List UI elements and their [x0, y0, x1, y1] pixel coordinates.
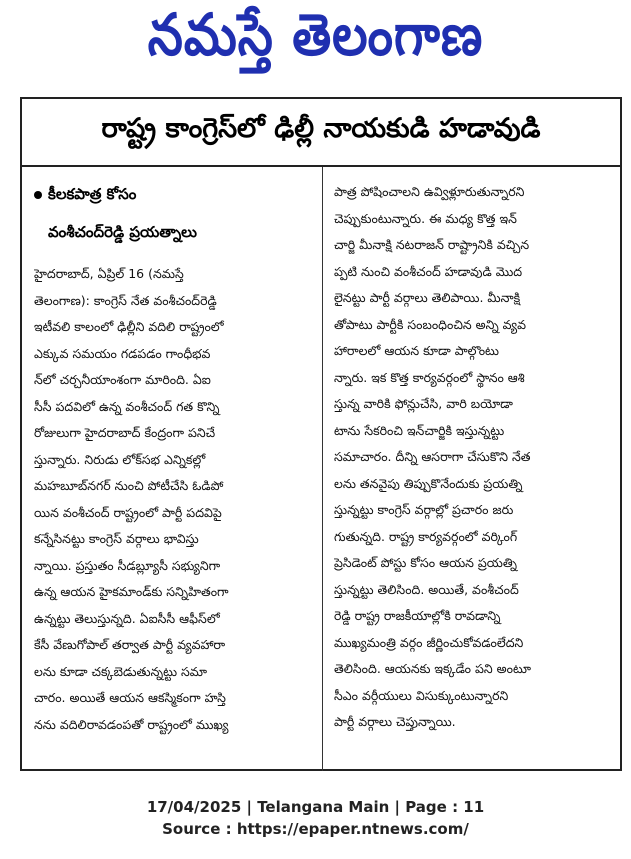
body-text-line: న్‌లో చర్చనీయాంశంగా మారింది. ఏఐ [34, 372, 211, 387]
body-text-line: హైదరాబాద్, ఏప్రిల్ 16 (నమస్తే [34, 266, 184, 281]
body-text-line: తెలిసింది. ఆయనకు ఇక్కడేం పని అంటూ [334, 661, 531, 676]
body-text-line: లను తనవైపు తిప్పుకొనేందుకు ప్రయత్ని [334, 475, 523, 491]
article-column-right [334, 179, 610, 736]
body-text-line: ఎక్కువ సమయం గడపడం గాంధీభవ [34, 345, 211, 361]
body-text-line: లైనట్టు పార్టీ వర్గాలు తెలిపాయి. మీనాక్షి [334, 290, 521, 305]
newspaper-logo-title: నమస్తే తెలంగాణ [147, 1, 484, 68]
body-text-line: చార్జి మీనాక్షి నటరాజన్ రాష్ట్రానికి వచ్చిన [334, 237, 530, 252]
body-text-line: ఇటీవలి కాలంలో ఢిల్లీని వదిలి రాష్ట్రంలో [34, 319, 224, 334]
column-divider [322, 167, 323, 771]
subheading-1 [34, 179, 316, 209]
body-text-line: ఉన్నట్టు తెలుస్తున్నది. ఏఐసీసీ ఆఫీస్‌లో [34, 610, 220, 626]
body-text-line: హారాలలో ఆయన కూడా పాల్గొంటు [334, 343, 500, 358]
body-text-line: రోజులుగా హైదరాబాద్ కేంద్రంగా పనిచే [34, 425, 216, 440]
headline-bar [22, 99, 620, 167]
body-text-line: ఉన్న ఆయన హైకమాండ్‌కు సన్నిహితంగా [34, 584, 229, 599]
body-text-line: న్నారు. ఇక కొత్త కార్యవర్గంలో స్థానం ఆశి [334, 369, 525, 385]
body-text-line: సీఎం వర్గీయులు విసుక్కుంటున్నారని [334, 687, 509, 703]
article-clipping [20, 97, 622, 771]
body-text-line: ముఖ్యమంత్రి వర్గం జీర్ణించుకోవడంలేదని [334, 634, 524, 650]
footer-source: Source : https://epaper.ntnews.com/ [162, 820, 469, 838]
body-text-line: కేసీ వేణుగోపాల్ తర్వాత పార్టీ వ్యవహారా [34, 637, 226, 652]
body-text-line: రెడ్డి రాష్ట్ర రాజకీయాల్లోకి రావడాన్ని [334, 608, 501, 623]
body-text-line: న్నాయి. ప్రస్తుతం సీడబ్ల్యూసీ సభ్యునిగా [34, 557, 221, 573]
body-text-line: తెలంగాణ): కాంగ్రెస్ నేత వంశీచంద్‌రెడ్డి [34, 292, 217, 308]
left-column-body [34, 261, 316, 738]
body-text-line: టాను సేకరించి ఇన్‌చార్జికి ఇస్తున్నట్టు [334, 422, 505, 438]
article-headline: రాష్ట్ర కాంగ్రెస్‌లో ఢిల్లీ నాయకుడి హడావుడి [101, 113, 541, 144]
subheading-2: వంశీచంద్‌రెడ్డి ప్రయత్నాలు [48, 223, 197, 241]
body-text-line: చెప్పుకుంటున్నారు. ఈ మధ్య కొత్త ఇన్ [334, 210, 517, 226]
body-text-line: నను వదిలిరావడంపతో రాష్ట్రంలో ముఖ్య [34, 716, 229, 732]
article-column-left [34, 179, 316, 738]
body-text-line: కన్నేసినట్టు కాంగ్రెస్ వర్గాలు భావిస్తు [34, 531, 199, 546]
bullet-icon [34, 191, 42, 199]
body-text-line: లను కూడా చక్కబెడుతున్నట్టు సమా [34, 663, 208, 679]
body-text-line: యిన వంశీచంద్ రాష్ట్రంలో పార్టీ పదవిపై [34, 504, 222, 520]
body-text-line: ప్రెసిడెంట్ పోస్టు కోసం ఆయన ప్రయత్ని [334, 555, 517, 570]
body-text-line: చారం. అయితే ఆయన ఆకస్మికంగా హస్తి [34, 690, 226, 705]
body-text-line: స్తున్నట్టు కాంగ్రెస్ వర్గాల్లో ప్రచారం జరు [334, 502, 514, 517]
body-text-line: పాత్ర పోషించాలని ఉవ్విళ్లూరుతున్నారని [334, 184, 525, 199]
subheading-1-text: కీలకపాత్ర కోసం [48, 185, 137, 203]
body-text-line: స్తున్న వారికి ఫోన్లుచేసి, వారి బయోడా [334, 396, 513, 411]
body-text-line: గుతున్నది. రాష్ట్ర కార్యవర్గంలో వర్కింగ్ [334, 528, 518, 544]
body-text-line: సీసీ పదవిలో ఉన్న వంశీచంద్ గత కొన్ని [34, 398, 220, 414]
masthead [0, 1, 631, 78]
body-text-line: మహబూబ్‌నగర్ నుంచి పోటీచేసి ఓడిపో [34, 478, 224, 493]
body-text-line: ప్పటి నుంచి వంశీచంద్ హడావుడి మొద [334, 263, 523, 279]
body-text-line: స్తున్నారు. నిరుడు లోక్‌సభ ఎన్నికల్లో [34, 451, 206, 467]
body-text-line: పార్టీ వర్గాలు చెప్తున్నాయి. [334, 714, 456, 729]
footer-date-edition: 17/04/2025 | Telangana Main | Page : 11 [146, 798, 485, 816]
body-text-line: స్తున్నట్టు తెలిసింది. అయితే, వంశీచంద్ [334, 581, 519, 597]
body-text-line: సమాచారం. దీన్ని ఆసరాగా చేసుకొని నేత [334, 449, 531, 464]
right-column-body [334, 179, 610, 736]
body-text-line: తోపాటు పార్టీకి సంబంధించిన అన్ని వ్యవ [334, 316, 527, 332]
